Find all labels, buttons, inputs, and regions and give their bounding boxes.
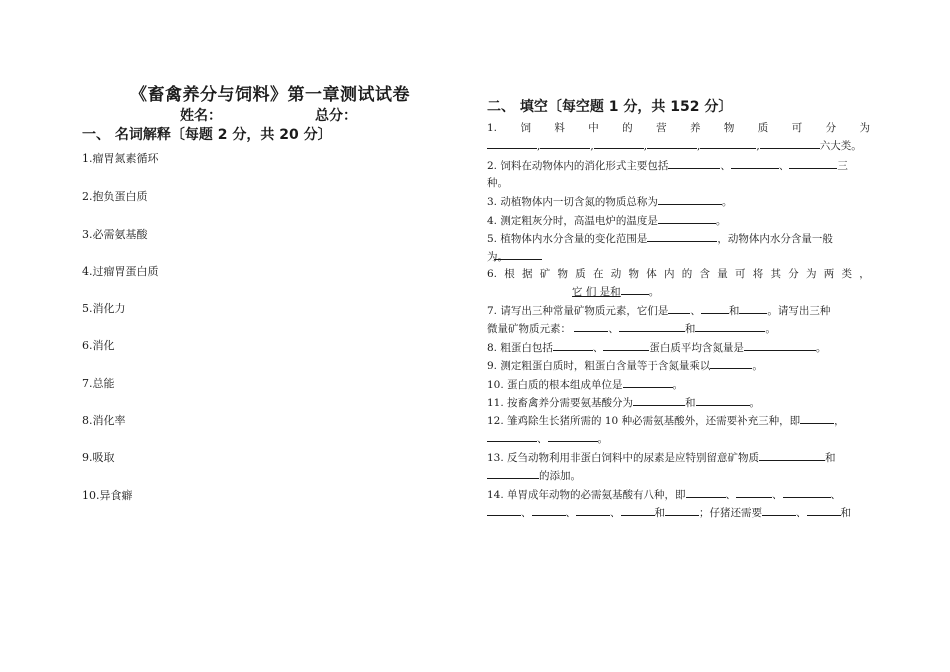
q6-line2: 它 们 是和 xyxy=(572,286,621,298)
answer-blank[interactable] xyxy=(487,504,521,516)
term-item: 6.消化 xyxy=(82,339,115,352)
answer-blank[interactable] xyxy=(621,504,655,516)
answer-blank[interactable] xyxy=(783,486,831,498)
separator: 、 xyxy=(565,507,576,519)
answer-blank[interactable] xyxy=(762,504,796,516)
q6-char: 物 xyxy=(557,268,569,280)
term-item: 9.吸取 xyxy=(82,451,115,464)
answer-blank[interactable] xyxy=(668,302,690,314)
answer-blank[interactable] xyxy=(603,339,649,351)
question-5 xyxy=(487,230,870,266)
answer-blank[interactable] xyxy=(731,157,779,169)
answer-blank[interactable] xyxy=(701,302,729,314)
q8-tail: 。 xyxy=(815,342,827,354)
separator: 、 xyxy=(725,489,737,501)
q8-mid: 蛋白质平均含氮量是 xyxy=(649,342,744,354)
name-label: 姓名： xyxy=(180,108,222,124)
answer-blank[interactable] xyxy=(696,394,750,406)
answer-blank[interactable] xyxy=(647,137,697,149)
q12-tail: 。 xyxy=(597,433,608,445)
q3-text: 3. 动植物体内一切含氮的物质总称为 xyxy=(487,196,658,208)
q11-text: 11. 按畜禽养分需要氨基酸分为 xyxy=(487,397,634,409)
term-item: 2.抱负蛋白质 xyxy=(82,190,148,203)
q1-line1 xyxy=(487,120,870,137)
answer-blank[interactable] xyxy=(759,449,825,461)
answer-blank[interactable] xyxy=(807,504,841,516)
and-word: 和 xyxy=(728,305,740,317)
q1-char: 养 xyxy=(689,122,701,134)
q1-char: 可 xyxy=(791,122,803,134)
answer-blank[interactable] xyxy=(532,504,566,516)
q8-text: 8. 粗蛋白包括 xyxy=(487,342,553,354)
answer-blank[interactable] xyxy=(739,302,767,314)
answer-blank[interactable] xyxy=(494,248,542,260)
answer-blank[interactable] xyxy=(700,137,756,149)
q6-char: ， xyxy=(859,268,870,280)
q1-line2: , , , , , 六大类。 xyxy=(487,137,870,155)
q10-text: 10. 蛋白质的根本组成单位是 xyxy=(487,379,623,391)
name-score-line xyxy=(180,105,357,125)
q14-mid: ；仔猪还需要 xyxy=(699,507,762,519)
separator: 、 xyxy=(720,160,731,172)
question-12 xyxy=(487,412,870,448)
answer-blank[interactable] xyxy=(594,137,644,149)
separator: 、 xyxy=(690,305,701,317)
separator: 、 xyxy=(521,507,532,519)
question-1 xyxy=(487,120,870,155)
q1-char: 分 xyxy=(825,122,837,134)
q3-tail: 。 xyxy=(721,196,733,208)
answer-blank[interactable] xyxy=(736,486,772,498)
answer-blank[interactable] xyxy=(658,212,716,224)
q1-char: 营 xyxy=(656,122,667,134)
question-4 xyxy=(487,212,870,230)
separator: 、 xyxy=(608,323,619,335)
q6-char: 据 xyxy=(522,268,533,280)
q6-char: 其 xyxy=(770,268,782,280)
term-item: 1.瘤胃氮素循环 xyxy=(82,152,159,165)
section2-heading: 二、 填空〔每空题 1 分，共 152 分〕 xyxy=(487,99,733,115)
answer-blank[interactable] xyxy=(800,412,834,424)
q6-char: 类 xyxy=(841,268,853,280)
answer-blank[interactable] xyxy=(574,320,608,332)
q2-text: 2. 饲料在动物体内的消化形式主要包括 xyxy=(487,160,669,172)
q12-text: 12. 雏鸡除生长猪所需的 10 种必需氨基酸外，还需要补充三种，即 xyxy=(487,415,801,427)
q6-char: 在 xyxy=(593,268,604,280)
separator: 、 xyxy=(796,507,807,519)
q6-char: 可 xyxy=(735,268,746,280)
q6-char: 将 xyxy=(752,268,764,280)
q6-char: 6. xyxy=(487,268,498,280)
answer-blank[interactable] xyxy=(619,320,685,332)
and-word: 和 xyxy=(684,323,696,335)
question-8 xyxy=(487,339,870,357)
question-14 xyxy=(487,486,870,522)
answer-blank[interactable] xyxy=(744,339,816,351)
answer-blank[interactable] xyxy=(621,283,649,295)
and-word: 和 xyxy=(840,507,851,519)
question-3 xyxy=(487,193,870,211)
q6-char: 矿 xyxy=(539,268,551,280)
q7-line2: 微量矿物质元素： xyxy=(487,323,571,335)
q11-tail: 。 xyxy=(749,397,761,409)
answer-blank[interactable] xyxy=(658,193,722,205)
question-10 xyxy=(487,376,870,394)
q6-char: 两 xyxy=(823,268,835,280)
term-item: 8.消化率 xyxy=(82,414,126,427)
answer-blank[interactable] xyxy=(789,157,837,169)
separator: 、 xyxy=(592,342,604,354)
answer-blank[interactable] xyxy=(553,339,593,351)
q6-tail: 。 xyxy=(648,286,660,298)
q7-tail2: 。 xyxy=(765,323,776,335)
separator: 、 xyxy=(537,433,548,445)
answer-blank[interactable] xyxy=(647,230,717,242)
term-item: 10.异食癖 xyxy=(82,489,133,502)
q1-char: 中 xyxy=(588,122,599,134)
answer-blank[interactable] xyxy=(686,486,726,498)
q1-char: 料 xyxy=(554,122,565,134)
answer-blank[interactable] xyxy=(710,357,752,369)
q14-text: 14. 单胃成年动物的必需氨基酸有八种，即 xyxy=(487,489,686,501)
q6-char: 物 xyxy=(628,268,640,280)
term-item: 3.必需氨基酸 xyxy=(82,228,148,241)
q5-line2: 为。 xyxy=(487,251,508,263)
term-item: 7.总能 xyxy=(82,377,115,390)
answer-blank[interactable] xyxy=(695,320,765,332)
separator: ， xyxy=(834,415,845,427)
separator: 、 xyxy=(830,489,842,501)
score-label: 总分： xyxy=(315,108,357,124)
exam-title: 《畜禽养分与饲料》第一章测试试卷 xyxy=(130,85,410,105)
answer-blank[interactable] xyxy=(487,430,537,442)
and-word: 和 xyxy=(654,507,665,519)
question-6 xyxy=(487,266,870,301)
separator: 、 xyxy=(610,507,621,519)
q6-char: 内 xyxy=(664,268,675,280)
q6-char: 体 xyxy=(646,268,657,280)
q1-char: 1. xyxy=(487,122,498,134)
q2-line2: 种。 xyxy=(487,177,508,189)
q1-char: 质 xyxy=(757,122,769,134)
term-item: 5.消化力 xyxy=(82,302,126,315)
answer-blank[interactable] xyxy=(668,157,720,169)
q5-mid: ，动物体内水分含量一般 xyxy=(717,233,833,245)
q6-char: 含 xyxy=(699,268,711,280)
answer-blank[interactable] xyxy=(623,376,673,388)
q1-char: 的 xyxy=(622,122,633,134)
q10-tail: 。 xyxy=(672,379,684,391)
question-9 xyxy=(487,357,870,375)
q6-char: 量 xyxy=(717,268,728,280)
q4-tail: 。 xyxy=(715,215,727,227)
answer-blank[interactable] xyxy=(665,504,699,516)
question-7 xyxy=(487,302,870,338)
q6-char: 动 xyxy=(610,268,622,280)
q6-char: 根 xyxy=(504,268,515,280)
separator: 、 xyxy=(772,489,783,501)
answer-blank[interactable] xyxy=(487,137,537,149)
q6-char: 的 xyxy=(681,268,693,280)
q6-char: 为 xyxy=(806,268,817,280)
answer-blank[interactable] xyxy=(540,137,590,149)
q13-line2: 的添加。 xyxy=(539,470,581,482)
section1-heading: 一、 名词解释〔每题 2 分，共 20 分〕 xyxy=(82,127,332,143)
q5-text: 5. 植物体内水分含量的变化范围是 xyxy=(487,233,648,245)
answer-blank[interactable] xyxy=(760,137,820,149)
q7-text: 7. 请写出三种常量矿物质元素，它们是 xyxy=(487,305,669,317)
and-word: 和 xyxy=(685,397,696,409)
question-13 xyxy=(487,449,870,485)
q1-char: 饲 xyxy=(520,122,531,134)
answer-blank[interactable] xyxy=(576,504,610,516)
q9-tail: 。 xyxy=(752,360,763,372)
q6-char: 分 xyxy=(788,268,799,280)
q2-tail: 三 xyxy=(837,160,848,172)
q4-text: 4. 测定粗灰分时，高温电炉的温度是 xyxy=(487,215,658,227)
question-11 xyxy=(487,394,870,412)
answer-blank[interactable] xyxy=(633,394,685,406)
q6-char: 质 xyxy=(575,268,586,280)
question-2 xyxy=(487,157,870,192)
answer-blank[interactable] xyxy=(487,467,539,479)
q9-text: 9. 测定粗蛋白质时，粗蛋白含量等于含氮量乘以 xyxy=(487,360,711,372)
term-item: 4.过瘤胃蛋白质 xyxy=(82,265,159,278)
q7-tail: 。请写出三种 xyxy=(767,305,831,317)
q1-char: 为 xyxy=(859,122,870,134)
q1-char: 物 xyxy=(723,122,735,134)
separator: 、 xyxy=(778,160,790,172)
answer-blank[interactable] xyxy=(548,430,598,442)
q13-text: 13. 反刍动物利用非蛋白饲料中的尿素是应特别留意矿物质 xyxy=(487,452,760,464)
q1-tail: 六大类。 xyxy=(819,140,862,152)
and-word: 和 xyxy=(825,452,836,464)
